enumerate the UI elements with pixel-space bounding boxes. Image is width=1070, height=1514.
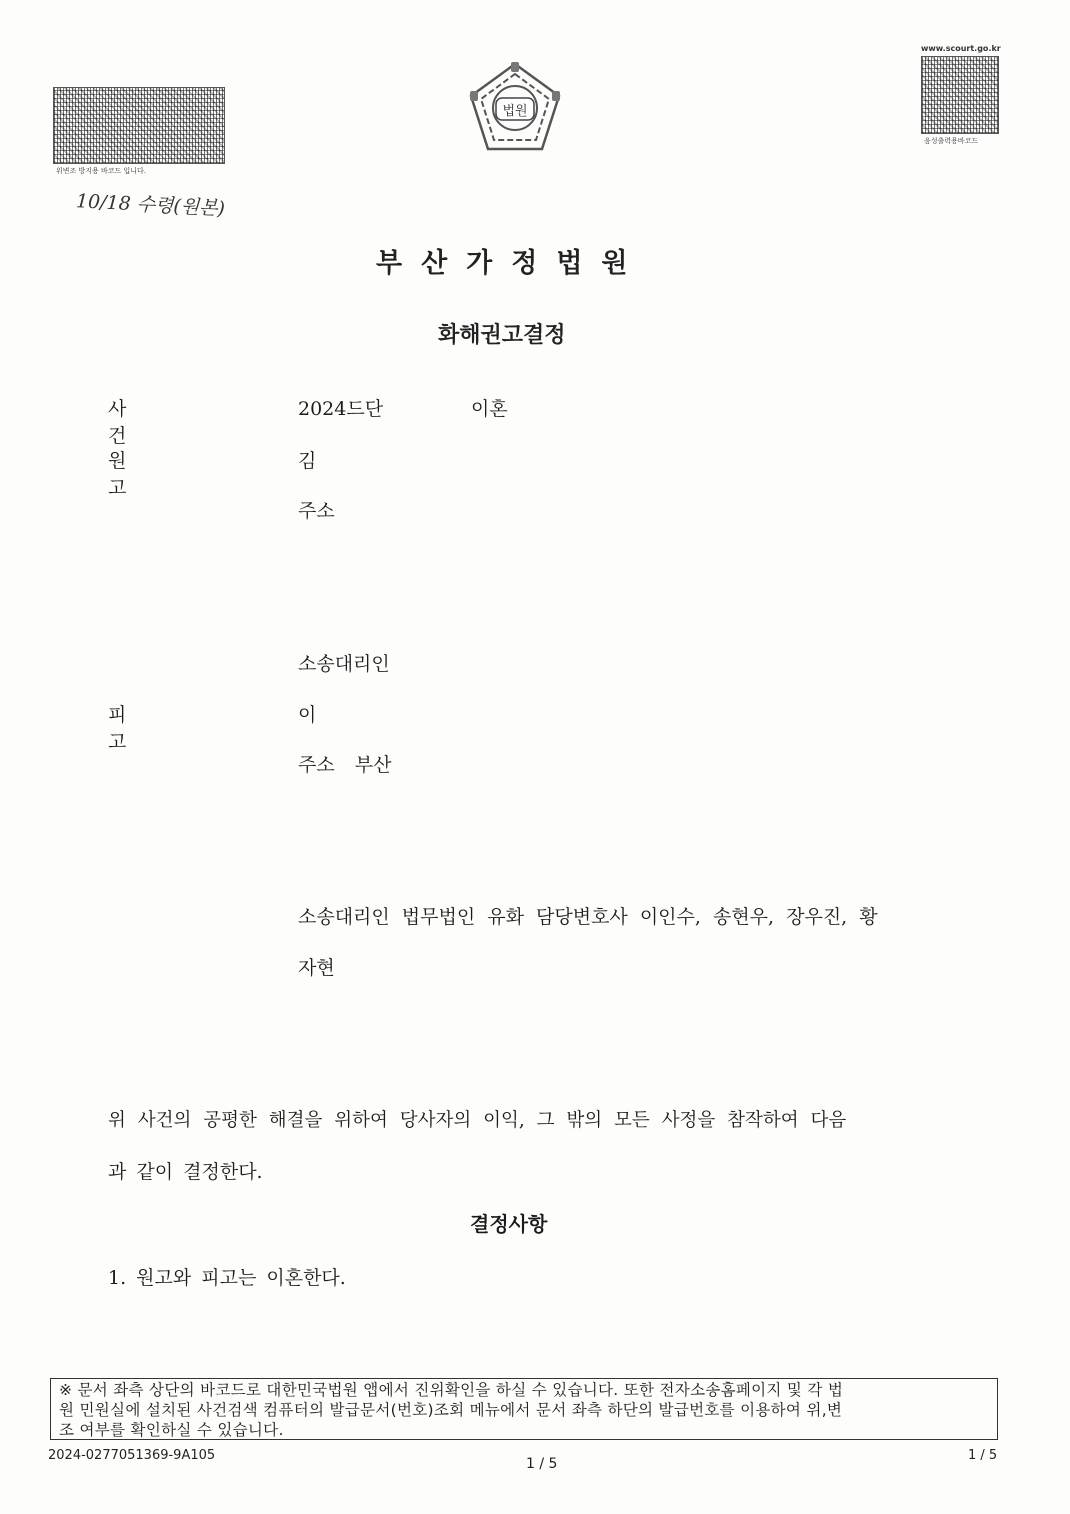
plaintiff-agent-label: 소송대리인 [298, 653, 390, 675]
anti-forgery-barcode [53, 87, 225, 164]
page-number-right: 1 / 5 [968, 1448, 998, 1463]
audio-output-barcode [921, 56, 999, 134]
issue-number: 2024-0277051369-9A105 [48, 1448, 216, 1463]
court-name: 부산가정법원 [376, 248, 647, 279]
decision-heading: 결정사항 [470, 1212, 548, 1236]
case-label: 사 건 [108, 398, 127, 447]
notice-line-2: 원 민원실에 설치된 사건검색 컴퓨터의 발급문서(번호)조회 메뉴에서 문서 좌측 하단의 발급번호를 이용하여 위,변 [59, 1401, 843, 1419]
anti-forgery-barcode-caption: 위변조 방지용 바코드 입니다. [56, 167, 147, 175]
defendant-agent-line2: 자현 [298, 957, 335, 979]
notice-line-3: 조 여부를 확인하실 수 있습니다. [59, 1421, 284, 1439]
plaintiff-label: 원 고 [108, 450, 127, 499]
case-number: 2024드단 [298, 398, 384, 420]
defendant-name: 이 [298, 704, 317, 726]
handwritten-note: 10/18 수령(원본) [75, 190, 226, 220]
case-type: 이혼 [471, 398, 508, 420]
verification-notice [50, 1378, 998, 1440]
notice-line-1: ※ 문서 좌측 상단의 바코드로 대한민국법원 앱에서 진위확인을 하실 수 있습니다. 또한 전자소송홈페이지 및 각 법 [59, 1381, 844, 1399]
defendant-address: 주소 부산 [298, 754, 392, 776]
plaintiff-address-label: 주소 [298, 500, 335, 522]
decision-title: 화해권고결정 [438, 323, 566, 348]
site-url: www.scourt.go.kr [921, 44, 1001, 53]
plaintiff-name: 김 [298, 450, 317, 472]
defendant-label: 피 고 [108, 704, 127, 753]
paragraph-line1: 위 사건의 공평한 해결을 위하여 당사자의 이익, 그 밖의 모든 사정을 참작하여 다음 [108, 1110, 847, 1131]
paragraph-line2: 과 같이 결정한다. [108, 1161, 263, 1183]
court-emblem-text: 법원 [502, 104, 528, 119]
audio-output-barcode-caption: 음성출력용바코드 [924, 137, 979, 145]
defendant-agent-line1: 소송대리인 법무법인 유화 담당변호사 이인수, 송현우, 장우진, 황 [298, 906, 878, 928]
page-number-center: 1 / 5 [526, 1456, 558, 1472]
decision-item-1: 1. 원고와 피고는 이혼한다. [108, 1267, 346, 1289]
